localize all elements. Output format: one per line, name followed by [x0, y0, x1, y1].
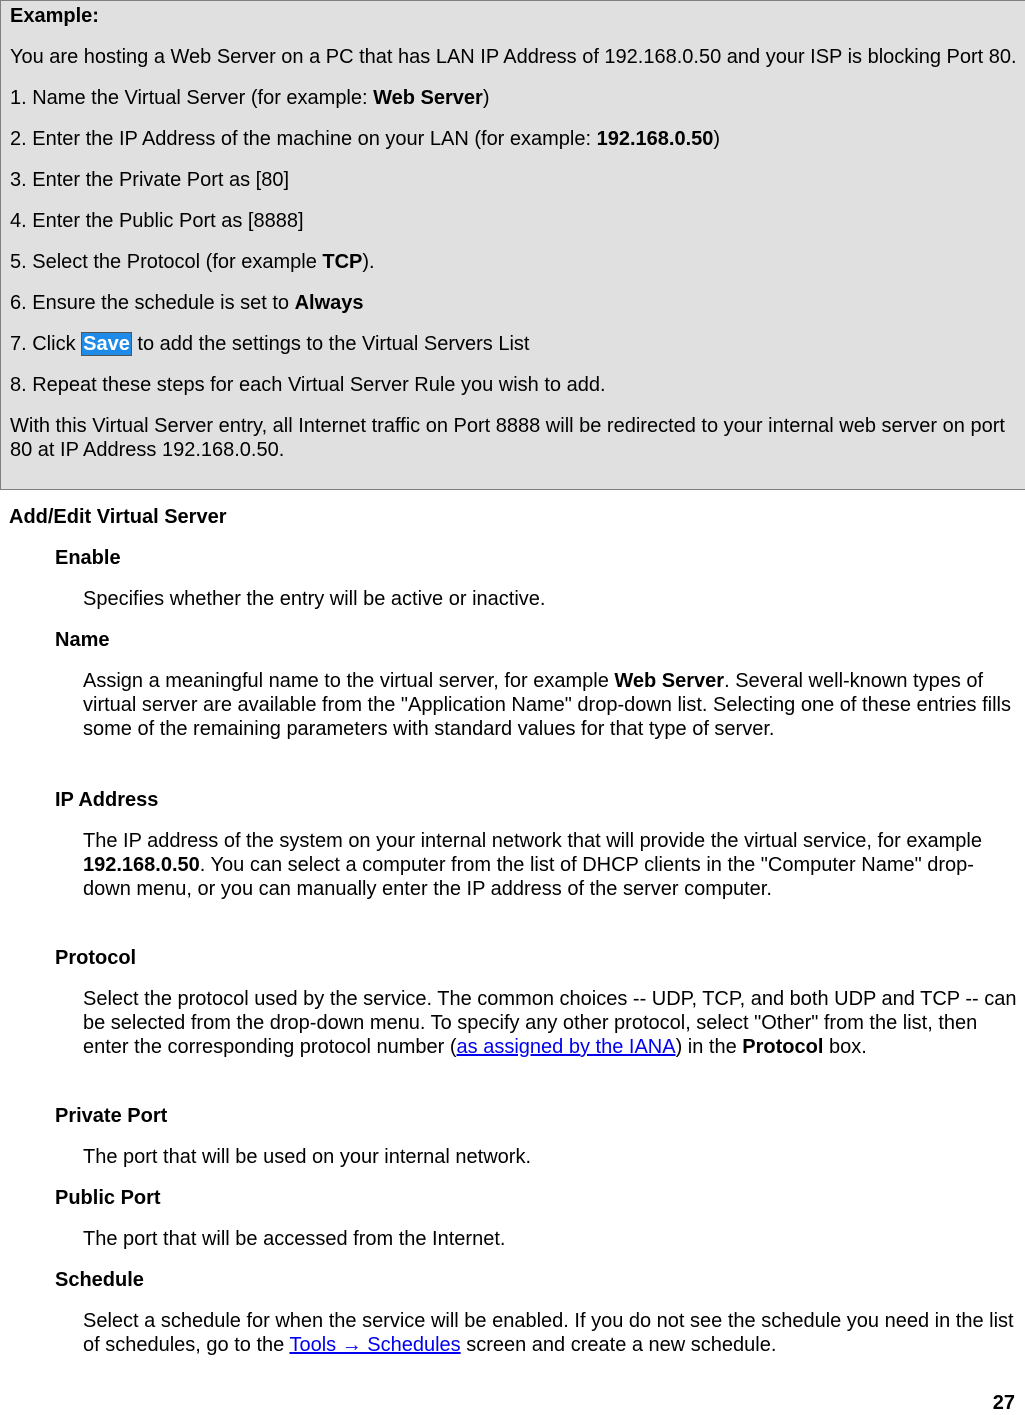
example-step-4: 4. Enter the Public Port as [8888]	[10, 210, 304, 232]
schedule-desc-text: Select a schedule for when the service will be enabled. If you do not see the schedule you need in the list of schedules, go to the	[83, 1310, 1014, 1356]
item-public-port	[55, 1186, 1015, 1251]
step-5-close: ).	[362, 251, 375, 273]
schedule-desc-rest: screen and create a new schedule.	[460, 1334, 777, 1356]
public-port-desc: The port that will be accessed from the Internet.	[83, 1228, 506, 1250]
protocol-desc-mid: ) in the	[675, 1036, 743, 1058]
protocol-desc	[83, 987, 1018, 1059]
step-7-rest: to add the settings to the Virtual Servers List	[131, 333, 530, 355]
enable-label: Enable	[55, 547, 121, 569]
page-number: 27	[992, 1392, 1015, 1414]
item-schedule	[55, 1268, 1015, 1357]
protocol-desc-bold: Protocol	[742, 1036, 824, 1058]
step-6-bold: Always	[294, 292, 364, 314]
item-name	[55, 628, 1015, 741]
step-1-close: )	[482, 87, 490, 109]
example-step-3: 3. Enter the Private Port as [80]	[10, 169, 290, 191]
public-port-label: Public Port	[55, 1187, 161, 1209]
section-title: Add/Edit Virtual Server	[9, 506, 227, 528]
ip-desc-rest: . You can select a computer from the list of DHCP clients in the "Computer Name" drop-down menu, or you can manually enter the IP address of the server computer.	[83, 854, 974, 900]
ip-label: IP Address	[55, 789, 159, 811]
example-title: Example:	[10, 5, 99, 27]
item-ip-address	[55, 788, 1015, 901]
schedule-desc	[83, 1309, 1018, 1357]
step-2-bold: 192.168.0.50	[596, 128, 714, 150]
example-step-7	[10, 332, 1023, 356]
name-desc-bold: Web Server	[614, 670, 725, 692]
example-summary: With this Virtual Server entry, all Internet traffic on Port 8888 will be redirected to your internal web server on port 80 at IP Address 192.168.0.50.	[10, 415, 1005, 461]
example-step-8: 8. Repeat these steps for each Virtual Server Rule you wish to add.	[10, 374, 606, 396]
step-5-bold: TCP	[322, 251, 363, 273]
example-step-6	[10, 291, 1023, 315]
step-5-text: 5. Select the Protocol (for example	[10, 251, 323, 273]
enable-desc: Specifies whether the entry will be active or inactive.	[83, 588, 546, 610]
name-desc-rest: . Several well-known types of virtual server are available from the "Application Name" drop-down list. Selecting one of these entries fills some of the remaining parameters with standard values for that type of server.	[83, 670, 1011, 740]
schedule-label: Schedule	[55, 1269, 144, 1291]
example-step-2	[10, 127, 1023, 151]
step-7-text: 7. Click	[10, 333, 82, 355]
protocol-desc-text: Select the protocol used by the service. The common choices -- UDP, TCP, and both UDP and TCP -- can be selected from the drop-down menu. To specify any other protocol, select "Other" from the list, then enter the corresponding protocol number (	[83, 988, 1017, 1058]
tools-schedules-link[interactable]: Tools → Schedules	[289, 1334, 461, 1356]
private-port-label: Private Port	[55, 1105, 168, 1127]
protocol-label: Protocol	[55, 947, 137, 969]
item-enable	[55, 546, 1015, 611]
private-port-desc: The port that will be used on your internal network.	[83, 1146, 532, 1168]
name-desc	[83, 669, 1018, 741]
step-6-text: 6. Ensure the schedule is set to	[10, 292, 295, 314]
example-box	[0, 0, 1025, 490]
item-protocol	[55, 946, 1015, 1059]
example-step-1	[10, 86, 1023, 110]
step-1-text: 1. Name the Virtual Server (for example:	[10, 87, 374, 109]
iana-link[interactable]: as assigned by the IANA	[456, 1036, 676, 1058]
step-2-text: 2. Enter the IP Address of the machine on your LAN (for example:	[10, 128, 597, 150]
protocol-desc-rest: box.	[823, 1036, 867, 1058]
example-step-5	[10, 250, 1023, 274]
ip-desc-text: The IP address of the system on your internal network that will provide the virtual service, for example	[83, 830, 982, 852]
save-button[interactable]: Save	[83, 333, 130, 355]
step-1-bold: Web Server	[373, 87, 483, 109]
item-private-port	[55, 1104, 1015, 1169]
name-desc-text: Assign a meaningful name to the virtual server, for example	[83, 670, 615, 692]
name-label: Name	[55, 629, 110, 651]
ip-desc-bold: 192.168.0.50	[83, 854, 200, 876]
ip-desc	[83, 829, 1018, 901]
step-2-close: )	[713, 128, 721, 150]
example-intro: You are hosting a Web Server on a PC that has LAN IP Address of 192.168.0.50 and your ISP is blocking Port 80.	[10, 46, 1017, 68]
